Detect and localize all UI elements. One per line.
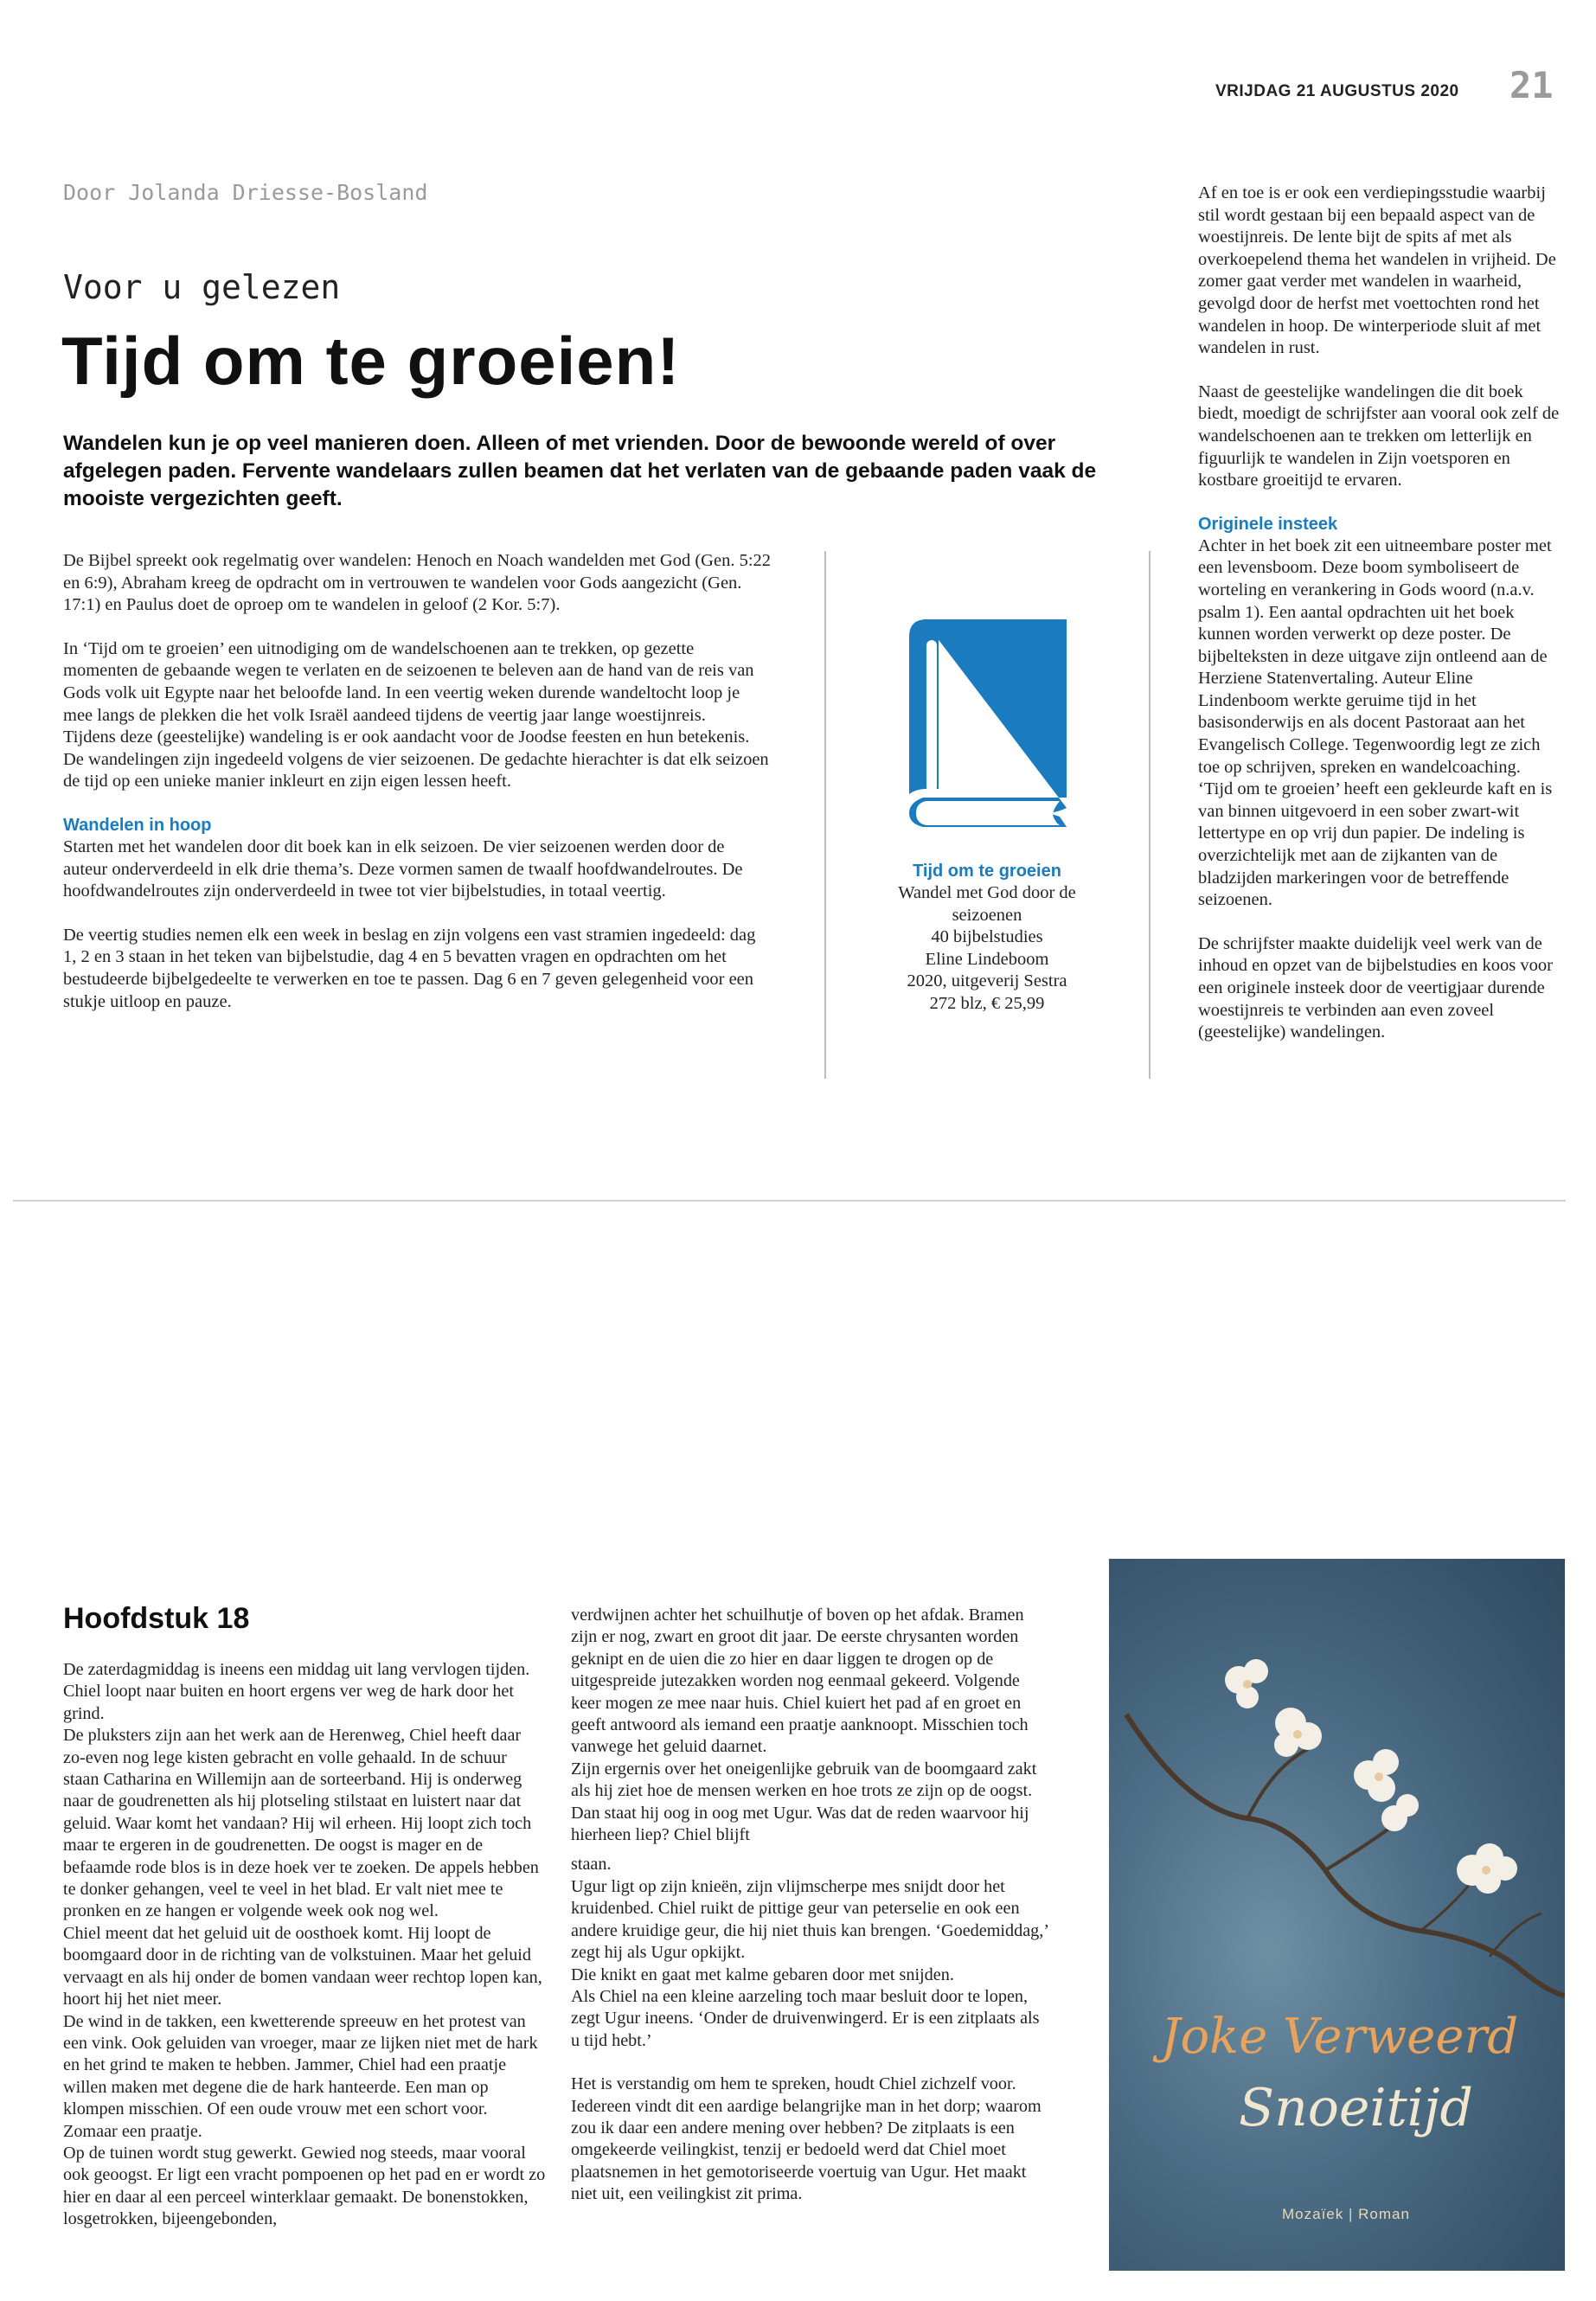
serial-column-2 — [571, 1605, 1048, 2206]
page-date: VRIJDAG 21 AUGUSTUS 2020 — [1215, 82, 1459, 100]
paragraph: verdwijnen achter het schuilhutje of boven op het afdak. Bramen zijn er nog, zwart en groot dit jaar. De eerste chrysanten worden geknipt en de uien die zo hier en daar liggen te drogen op de uitgespreide jutezakken worden nog eenmaal gekeerd. Volgende keer mogen ze mee naar huis. Chiel kuiert het pad af en groet en geeft antwoord als iemand een praatje aanknoopt. Misschien toch vanwege het geluid daarnet. Zijn ergernis over het oneigenlijke gebruik van de boomgaard zakt als hij ziet hoe de mensen werken en hoe trots ze zijn op de oogst. Dan staat hij oog in oog met Ugur. Was dat de reden waarvoor hij hierheen liep? Chiel blijft — [571, 1606, 1037, 1845]
paragraph: De Bijbel spreekt ook regelmatig over wandelen: Henoch en Noach wandelden met God (Gen. 5:22 en 6:9), Abraham kreeg de opdracht om in vertrouwen te wandelen voor Gods aangezicht (Gen. 17:1) en Paulus doet de oproep om te wandelen in geloof (2 Kor. 5:7). — [63, 551, 772, 615]
paragraph: Tijdens deze (geestelijke) wandeling is er ook aandacht voor de Joodse feesten en hun betekenis. De wandelingen zijn ingedeeld volgens de vier seizoenen. De gedachte hierachter is dat elk seizoen de tijd op een unieke manier inkleurt en zijn eigen lessen heeft. — [63, 727, 769, 792]
paragraph: Starten met het wandelen door dit boek kan in elk seizoen. De vier seizoenen werden door de auteur onderverdeeld in elk drie thema’s. Deze vormen samen de twaalf hoofdwandelroutes. De hoofdwandelroutes zijn onderverdeeld in twee tot vier bijbelstudies, in totaal veertig. — [63, 836, 743, 901]
book-info-line: Wandel met God door de — [898, 883, 1076, 902]
chapter-title: Hoofdstuk 18 — [63, 1602, 250, 1635]
book-info-line: 2020, uitgeverij Sestra — [907, 971, 1067, 991]
book-info-line: 272 blz, € 25,99 — [929, 993, 1045, 1013]
page-number: 21 — [1509, 64, 1554, 106]
paragraph: ‘Tijd om te groeien’ heeft een gekleurde kaft en is van binnen uitgevoerd in een sober zwart-wit lettertype en op vrij dun papier. De indeling is overzichtelijk met aan de zijkanten van de bladzijden markeringen voor de betreffende seizoenen. — [1198, 779, 1553, 910]
book-title: Tijd om te groeien — [913, 862, 1061, 881]
section-divider — [13, 1200, 1566, 1202]
column-divider — [824, 551, 826, 1079]
article-column-1 — [63, 550, 772, 1013]
article-author: Door Jolanda Driesse-Bosland — [63, 180, 428, 205]
paragraph: In ‘Tijd om te groeien’ een uitnodiging om de wandelschoenen aan te trekken, op gezette momenten de gebaande wegen te verlaten en de seizoenen te beleven aan de hand van de reis van Gods volk uit Egypte naar het beloofde land. In een veertig weken durende wandeltocht loop je mee langs de plekken die het volk Israël aandeed tijdens de veertig jaar lange woestijnreis. — [63, 638, 754, 725]
subheading: Wandelen in hoop — [63, 815, 212, 835]
paragraph: De schrijfster maakte duidelijk veel werk van de inhoud en opzet van de bijbelstudies en koos voor een originele insteek door de veertigjaar durende woestijnreis te verbinden aan even zoveel (geestelijke) wandelingen. — [1198, 933, 1553, 1042]
book-info-line: Eline Lindeboom — [925, 949, 1049, 969]
paragraph: staan. Ugur ligt op zijn knieën, zijn vlijmscherpe mes snijdt door het kruidenbed. Chiel ruikt de pittige geur van peterselie en ook een andere kruidige geur, die hij niet thuis kan brengen. ‘Goedemiddag,’ zegt hij als Ugur opkijkt. Die knikt en gaat met kalme gebaren door met snijden. Als Chiel na een kleine aarzeling toch maar besluit door te lopen, zegt Ugur ineens. ‘Onder de druivenwingerd. Er is een zitplaats als u tijd hebt.’ — [571, 1855, 1048, 2050]
article-lead: Wandelen kun je op veel manieren doen. Alleen of met vrienden. Door de bewoonde wereld of over afgelegen paden. Fervente wandelaars zullen beamen dat het verlaten van de gebaande paden vaak de mooiste vergezichten geeft. — [63, 432, 1097, 510]
cover-title: Snoeitijd — [1239, 2078, 1473, 2138]
serial-column-1: De zaterdagmiddag is ineens een middag uit lang vervlogen tijden. Chiel loopt naar buiten en hoort ergens ver weg de hark door het grind. De pluksters zijn aan het werk aan de Herenweg, Chiel heeft daar zo-even nog lege kisten gebracht en volle gehaald. In de schuur staan Catharina en Willemijn aan de sorteerband. Hij is onderweg naar de goudrenetten als hij plotseling stilstaat en luistert naar dat geluid. Waar komt het vandaan? Hij wil erheen. Hij loopt zich toch maar te ergeren in de goudrenetten. De oogst is mager en de befaamde rode blos is in deze hoek ver te zoeken. De appels hebben te donker gehangen, veel te veel in het blad. Er valt niet mee te pronken en ze hangen er volgende week ook nog wel. Chiel meent dat het geluid uit de oosthoek komt. Hij loopt de boomgaard door in de richting van de volkstuinen. Maar het geluid vervaagt en als hij onder de bomen vandaan weer rechtop lopen kan, hoort hij het niet meer. De wind in de takken, een kwetterende spreeuw en het protest van een vink. Ook geluiden van vroeger, maar ze lijken niet met de hark en het grind te maken te hebben. Jammer, Chiel had een praatje willen maken met degene die de hark hanteerde. Een man op klompen misschien. Of een oude vrouw met een schort voor. Zomaar een praatje. Op de tuinen wordt stug gewerkt. Gewied nog steeds, maar vooral ook geoogst. Er ligt een vracht pompoenen op het pad en er wordt zo hier en daar al een perceel winterklaar gemaakt. De bonenstokken, losgetrokken, bijeengebonden, — [63, 1660, 546, 2229]
article-headline: Tijd om te groeien! — [61, 323, 681, 399]
column-divider — [1149, 551, 1151, 1079]
paragraph: Het is verstandig om hem te spreken, houdt Chiel zichzelf voor. Iedereen vindt dit een aardige belangrijke man in het dorp; waarom zou ik daar een andere mening over hebben? De zitplaats is een omgekeerde veilingkist, tenzij er bedoeld werd dat Chiel moet plaatsnemen in het gemotoriseerde voertuig van Ugur. Het maakt niet uit, een veilingkist zit prima. — [571, 2074, 1042, 2204]
paragraph: Achter in het boek zit een uitneembare poster met een levensboom. Deze boom symboliseert de worteling en verankering in Gods woord (n.a.v. psalm 1). Een aantal opdrachten uit het boek kunnen worden verwerkt op deze poster. De bijbelteksten in deze uitgave zijn ontleend aan de Herziene Statenvertaling. Auteur Eline Lindenboom werkte geruime tijd in het basisonderwijs en als docent Pastoraat aan het Evangelisch College. Tegenwoordig legt ze zich toe op schrijven, spreken en wandelcoaching. — [1198, 535, 1552, 777]
paragraph: Af en toe is er ook een verdiepingsstudie waarbij stil wordt gestaan bij een bepaald aspect van de woestijnreis. De lente bijt de spits af met als overkoepelend thema het wandelen in vrijheid. De zomer gaat verder met wandelen in waarheid, gevolgd door de herfst met voettochten rond het wandelen in hoop. De winterperiode sluit af met wandelen in rust. — [1198, 183, 1556, 358]
paragraph: De veertig studies nemen elk een week in beslag en zijn volgens een vast stramien ingedeeld: dag 1, 2 en 3 staan in het teken van bijbelstudie, dag 4 en 5 bevatten vragen en opdrachten om het bestudeerde bijbelgedeelte te verwerken en toe te passen. Dag 6 en 7 geven gelegenheid voor een stukje uitloop en pauze. — [63, 925, 756, 1011]
book-info-line: 40 bijbelstudies — [931, 927, 1043, 947]
book-details — [830, 861, 1144, 1016]
article-kicker: Voor u gelezen — [63, 268, 341, 306]
article-column-3 — [1198, 183, 1563, 1044]
cover-author: Joke Verweerd — [1161, 2009, 1519, 2065]
subheading: Originele insteek — [1198, 514, 1338, 534]
book-cover — [1109, 1559, 1565, 2271]
book-icon — [904, 616, 1077, 832]
book-info-line: seizoenen — [952, 905, 1022, 925]
blossom-branch-illustration — [1109, 1559, 1565, 2271]
paragraph: Naast de geestelijke wandelingen die dit boek biedt, moedigt de schrijfster aan vooral ook zelf de wandelschoenen aan te trekken om letterlijk en figuurlijk te wandelen in Zijn voetsporen en kostbare groeitijd te ervaren. — [1198, 381, 1560, 490]
cover-publisher: Mozaïek | Roman — [1282, 2206, 1410, 2222]
